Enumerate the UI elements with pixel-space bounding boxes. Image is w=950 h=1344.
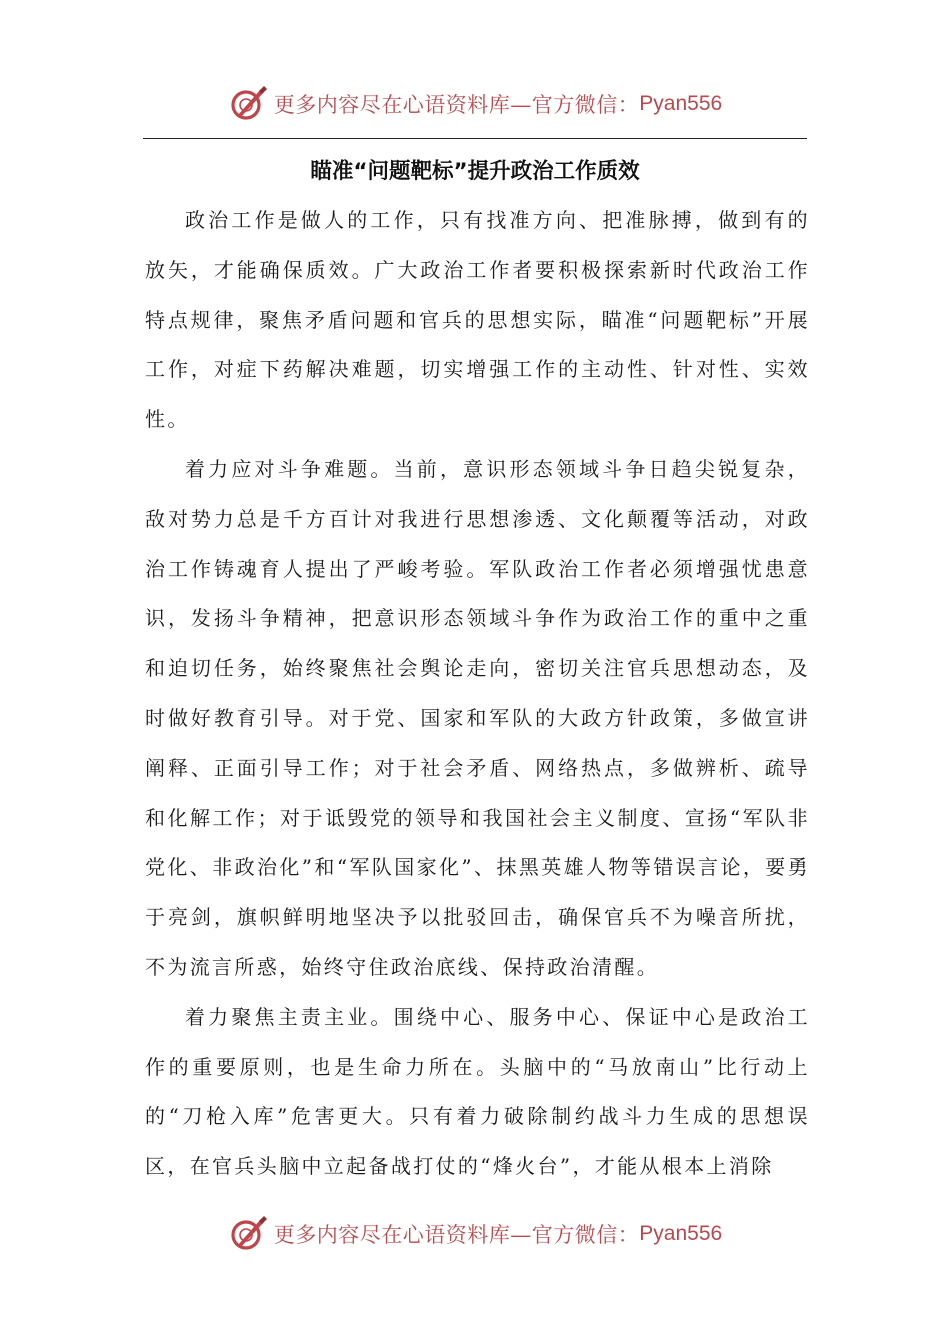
document-body: [145, 196, 810, 1192]
paragraph: 着力应对斗争难题。当前，意识形态领域斗争日趋尖锐复杂，敌对势力总是千方百计对我进行思想渗透、文化颠覆等活动，对政治工作铸魂育人提出了严峻考验。军队政治工作者必须增强忧患意识，发扬斗争精神，把意识形态领域斗争作为政治工作的重中之重和迫切任务，始终聚焦社会舆论走向，密切关注官兵思想动态，及时做好教育引导。对于党、国家和军队的大政方针政策，多做宣讲阐释、正面引导工作；对于社会矛盾、网络热点，多做辨析、疏导和化解工作；对于诋毁党的领导和我国社会主义制度、宣扬“军队非党化、非政治化”和“军队国家化”、抹黑英雄人物等错误言论，要勇于亮剑，旗帜鲜明地坚决予以批驳回击，确保官兵不为噪音所扰，不为流言所惑，始终守住政治底线、保持政治清醒。: [145, 456, 810, 979]
wechat-handle: Pyan556: [639, 1222, 723, 1245]
document-title: 瞄准“问题靶标”提升政治工作质效: [310, 159, 640, 184]
pen-logo-icon: [228, 84, 268, 124]
header-rule: [143, 138, 807, 139]
banner-text: 更多内容尽在心语资料库—官方微信：: [273, 93, 640, 117]
banner-text: 更多内容尽在心语资料库—官方微信：: [273, 1223, 640, 1247]
wechat-handle: Pyan556: [639, 92, 723, 115]
pen-logo-icon: [228, 1214, 268, 1254]
footer-banner: [0, 1212, 950, 1256]
header-banner: [0, 82, 950, 126]
paragraph: 政治工作是做人的工作，只有找准方向、把准脉搏，做到有的放矢，才能确保质效。广大政治工作者要积极探索新时代政治工作特点规律，聚焦矛盾问题和官兵的思想实际，瞄准“问题靶标”开展工作，对症下药解决难题，切实增强工作的主动性、针对性、实效性。: [145, 208, 810, 432]
paragraph: 着力聚焦主责主业。围绕中心、服务中心、保证中心是政治工作的重要原则，也是生命力所在。头脑中的“马放南山”比行动上的“刀枪入库”危害更大。只有着力破除制约战斗力生成的思想误区，在官兵头脑中立起备战打仗的“烽火台”，才能从根本上消除: [145, 1004, 810, 1179]
